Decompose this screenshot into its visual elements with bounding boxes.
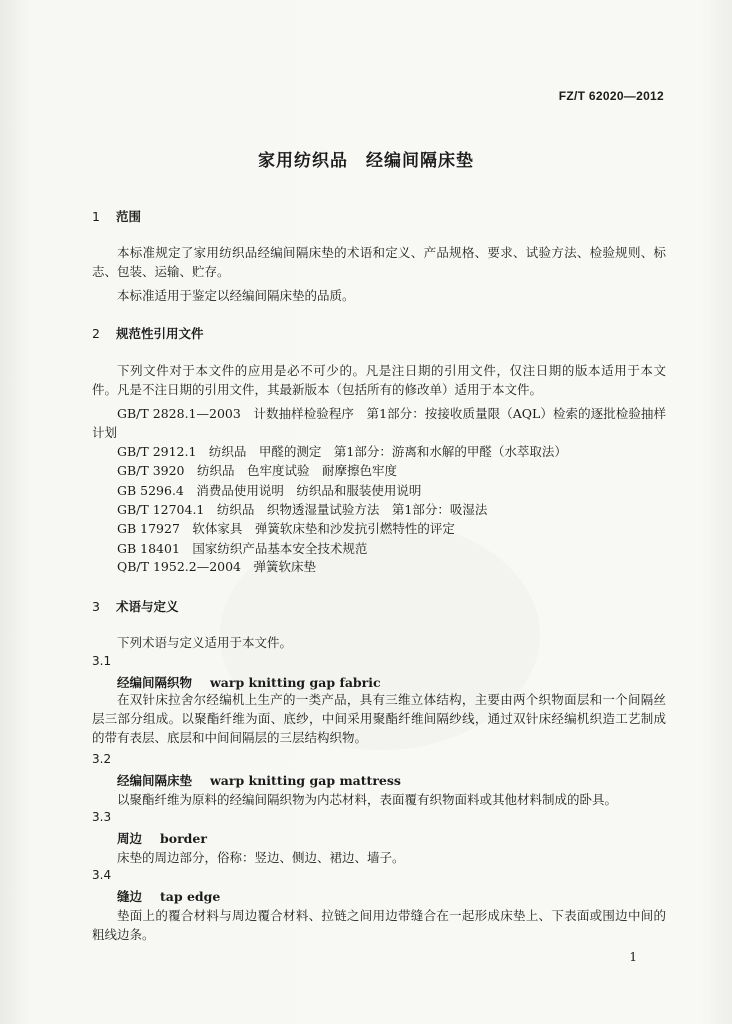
section-number: 2 [92,326,100,341]
scope-paragraph-2: 本标准适用于鉴定以经编间隔床垫的品质。 [117,288,355,303]
section-title: 术语与定义 [116,599,179,614]
term-en: tap edge [160,889,221,904]
terms-intro: 下列术语与定义适用于本文件。 [117,635,293,650]
reference-item: QB/T 1952.2—2004 弹簧软床垫 [117,559,317,574]
reference-item: GB/T 2828.1—2003 计数抽样检验程序 第1部分：按接收质量限（AQL）检索的逐批检验抽样计划 [92,406,666,440]
reference-item: GB/T 2912.1 纺织品 甲醛的测定 第1部分：游离和水解的甲醛（水萃取法） [117,444,567,459]
section-1-heading [92,207,141,225]
section-number: 1 [92,209,100,224]
term-definition: 垫面上的覆合材料与周边覆合材料、拉链之间用边带缝合在一起形成床垫上、下表面或围边中间的粗线边条。 [92,908,666,942]
section-title: 范围 [116,209,142,224]
term-heading [117,673,381,691]
term-definition: 在双针床拉舍尔经编机上生产的一类产品，具有三维立体结构，主要由两个织物面层和一个间隔丝层三部分组成。以聚酯纤维为面、底纱，中间采用聚酯纤维间隔纱线，通过双针床经编机织造工艺制成的带有表层、底层和中间间隔层的三层结构织物。 [92,692,666,745]
standard-code: FZ/T 62020—2012 [558,89,664,103]
page-number: 1 [629,950,637,964]
term-heading [117,771,401,789]
term-heading [117,887,220,905]
section-2-heading [92,324,204,342]
clause-number: 3.4 [92,868,112,882]
clause-number: 3.2 [92,752,112,766]
term-en: border [160,831,207,846]
term-heading [117,829,207,847]
normative-intro: 下列文件对于本文件的应用是必不可少的。凡是注日期的引用文件，仅注日期的版本适用于本文件。凡是不注日期的引用文件，其最新版本（包括所有的修改单）适用于本文件。 [92,363,666,397]
term-definition: 以聚酯纤维为原料的经编间隔织物为内芯材料，表面覆有织物面料或其他材料制成的卧具。 [117,792,618,807]
section-title: 规范性引用文件 [116,326,204,341]
term-zh: 经编间隔床垫 [117,773,193,788]
document-title: 家用纺织品 经编间隔床垫 [258,151,474,171]
reference-item: GB 17927 软体家具 弹簧软床垫和沙发抗引燃特性的评定 [117,521,455,536]
reference-item: GB/T 12704.1 纺织品 织物透湿量试验方法 第1部分：吸湿法 [117,502,488,517]
term-en: warp knitting gap mattress [210,773,401,788]
term-zh: 缝边 [117,889,143,904]
term-en: warp knitting gap fabric [210,675,381,690]
section-number: 3 [92,599,100,614]
term-definition: 床垫的周边部分，俗称：竖边、侧边、裙边、墙子。 [117,850,405,865]
clause-number: 3.1 [92,654,112,668]
reference-item: GB/T 3920 纺织品 色牢度试验 耐摩擦色牢度 [117,463,398,478]
reference-item: GB 5296.4 消费品使用说明 纺织品和服装使用说明 [117,483,422,498]
section-3-heading [92,597,179,615]
clause-number: 3.3 [92,810,112,824]
reference-item: GB 18401 国家纺织产品基本安全技术规范 [117,541,368,556]
term-zh: 经编间隔织物 [117,675,193,690]
scope-paragraph-1: 本标准规定了家用纺织品经编间隔床垫的术语和定义、产品规格、要求、试验方法、检验规则、标志、包装、运输、贮存。 [92,245,666,279]
term-zh: 周边 [117,831,143,846]
